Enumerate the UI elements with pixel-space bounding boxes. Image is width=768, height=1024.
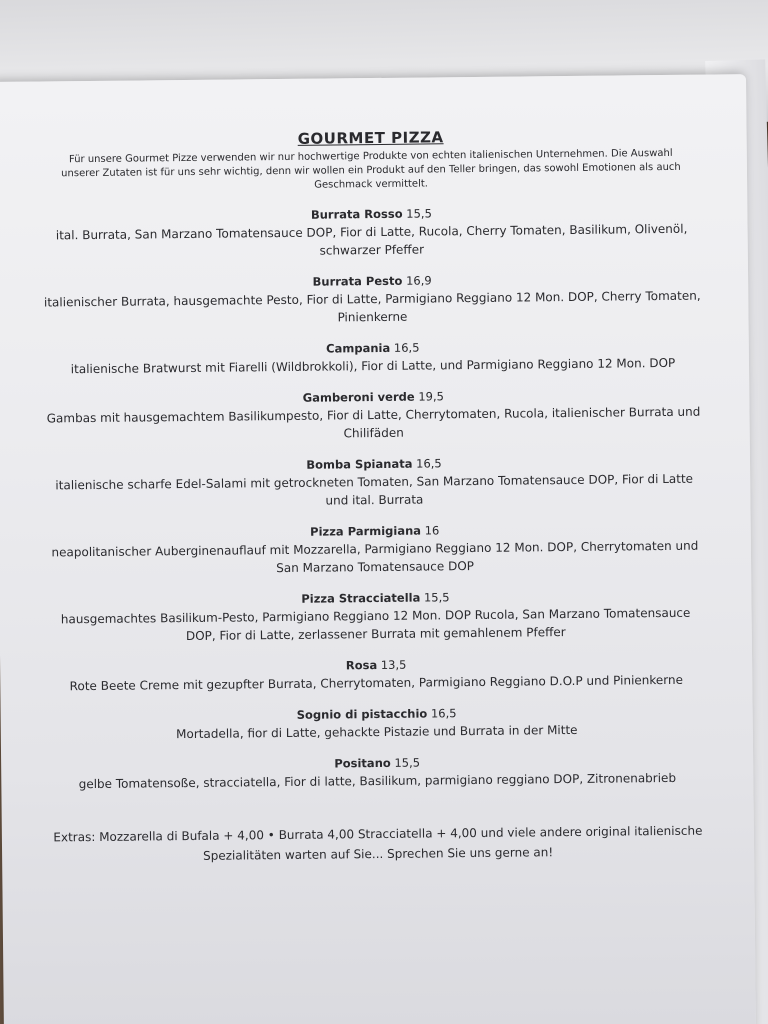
menu-item-description: italienische Bratwurst mit Fiarelli (Wildbrokkoli), Fior di Latte, und Parmigiano Reggiano 12 Mon. DOP [70, 355, 676, 377]
menu-item-price: 16,5 [416, 456, 442, 471]
menu-intro: Für unsere Gourmet Pizze verwenden wir nur hochwertige Produkte von echten italienischen Unternehmen. Die Auswahl unserer Zutaten ist für uns sehr wichtig, denn wir wollen ein Produkt auf den Teller bringen, das sowohl Emotionen als auch Geschmack vermittelt. [61, 147, 681, 191]
menu-item-name: Pizza Stracciatella [301, 590, 421, 606]
menu-item-description: gelbe Tomatensoße, stracciatella, Fior di latte, Basilikum, parmigiano reggiano DOP, Zitronenabrieb [78, 770, 677, 792]
menu-item-price: 16,5 [430, 706, 457, 721]
menu-item [1, 702, 753, 745]
menu-item-price: 16,9 [405, 273, 432, 288]
menu-item [0, 586, 752, 647]
menu-item-description: Mortadella, fior di Latte, gehackte Pistazie und Burrata in der Mitte [176, 722, 578, 742]
menu-item-name: Sognio di pistacchio [296, 706, 428, 722]
menu-item-price: 13,5 [380, 657, 407, 672]
menu-item-description: neapolitanischer Auberginenauflauf mit Mozzarella, Parmigiano Reggiano 12 Mon. DOP, Cherrytomaten und San Marzano Tomatensauce DOP [51, 538, 699, 576]
menu-item [0, 202, 748, 263]
menu-item [0, 452, 750, 513]
menu-item-name: Bomba Spianata [306, 456, 413, 472]
menu-item [1, 751, 753, 794]
menu-item [0, 519, 751, 580]
menu-item [0, 269, 749, 330]
menu-item-description: italienische scharfe Edel-Salami mit getrockneten Tomaten, San Marzano Tomatensauce DOP, Fior di Latte und ital. Burrata [55, 471, 694, 508]
menu-title: GOURMET PIZZA [297, 128, 444, 148]
menu-item-name: Burrata Rosso [310, 206, 403, 222]
menu-item-name: Positano [334, 755, 391, 771]
menu-item-description: ital. Burrata, San Marzano Tomatensauce DOP, Fior di Latte, Rucola, Cherry Tomaten, Basilikum, Olivenöl, schwarzer Pfeffer [55, 221, 688, 258]
menu-extras: Extras: Mozzarella di Bufala + 4,00 • Burrata 4,00 Stracciatella + 4,00 und viele andere original italienische Spezialitäten warten auf Sie... Sprechen Sie uns gerne an! [53, 823, 703, 863]
menu-item-description: Gambas mit hausgemachtem Basilikumpesto, Fior di Latte, Cherrytomaten, Rucola, italienischer Burrata und Chilifäden [46, 404, 701, 441]
menu-item-name: Pizza Parmigiana [310, 523, 422, 539]
menu-item-name: Campania [326, 340, 391, 356]
menu-item [0, 336, 749, 379]
menu-item-name: Burrata Pesto [312, 273, 403, 289]
menu-item [0, 653, 752, 696]
menu-item-name: Gamberoni verde [302, 389, 415, 405]
menu-item [0, 385, 750, 446]
menu-item-price: 16 [424, 523, 440, 538]
menu-item-description: italienischer Burrata, hausgemachte Pesto, Fior di Latte, Parmigiano Reggiano 12 Mon. DOP, Cherry Tomaten, Pinienkerne [43, 288, 701, 325]
menu-page [0, 74, 756, 1024]
menu-item-price: 15,5 [394, 755, 421, 770]
menu-content [0, 124, 754, 868]
menu-item-price: 15,5 [406, 206, 432, 221]
menu-item-price: 19,5 [418, 389, 444, 404]
menu-item-name: Rosa [345, 658, 378, 673]
menu-item-price: 15,5 [423, 590, 450, 605]
menu-item-price: 16,5 [393, 340, 420, 355]
menu-item-description: Rote Beete Creme mit gezupfter Burrata, Cherrytomaten, Parmigiano Reggiano D.O.P und Pinienkerne [69, 672, 684, 694]
menu-item-description: hausgemachtes Basilikum-Pesto, Parmigiano Reggiano 12 Mon. DOP Rucola, San Marzano Tomatensauce DOP, Fior di Latte, zerlassener Burrata mit gemahlenem Pfeffer [60, 605, 691, 644]
